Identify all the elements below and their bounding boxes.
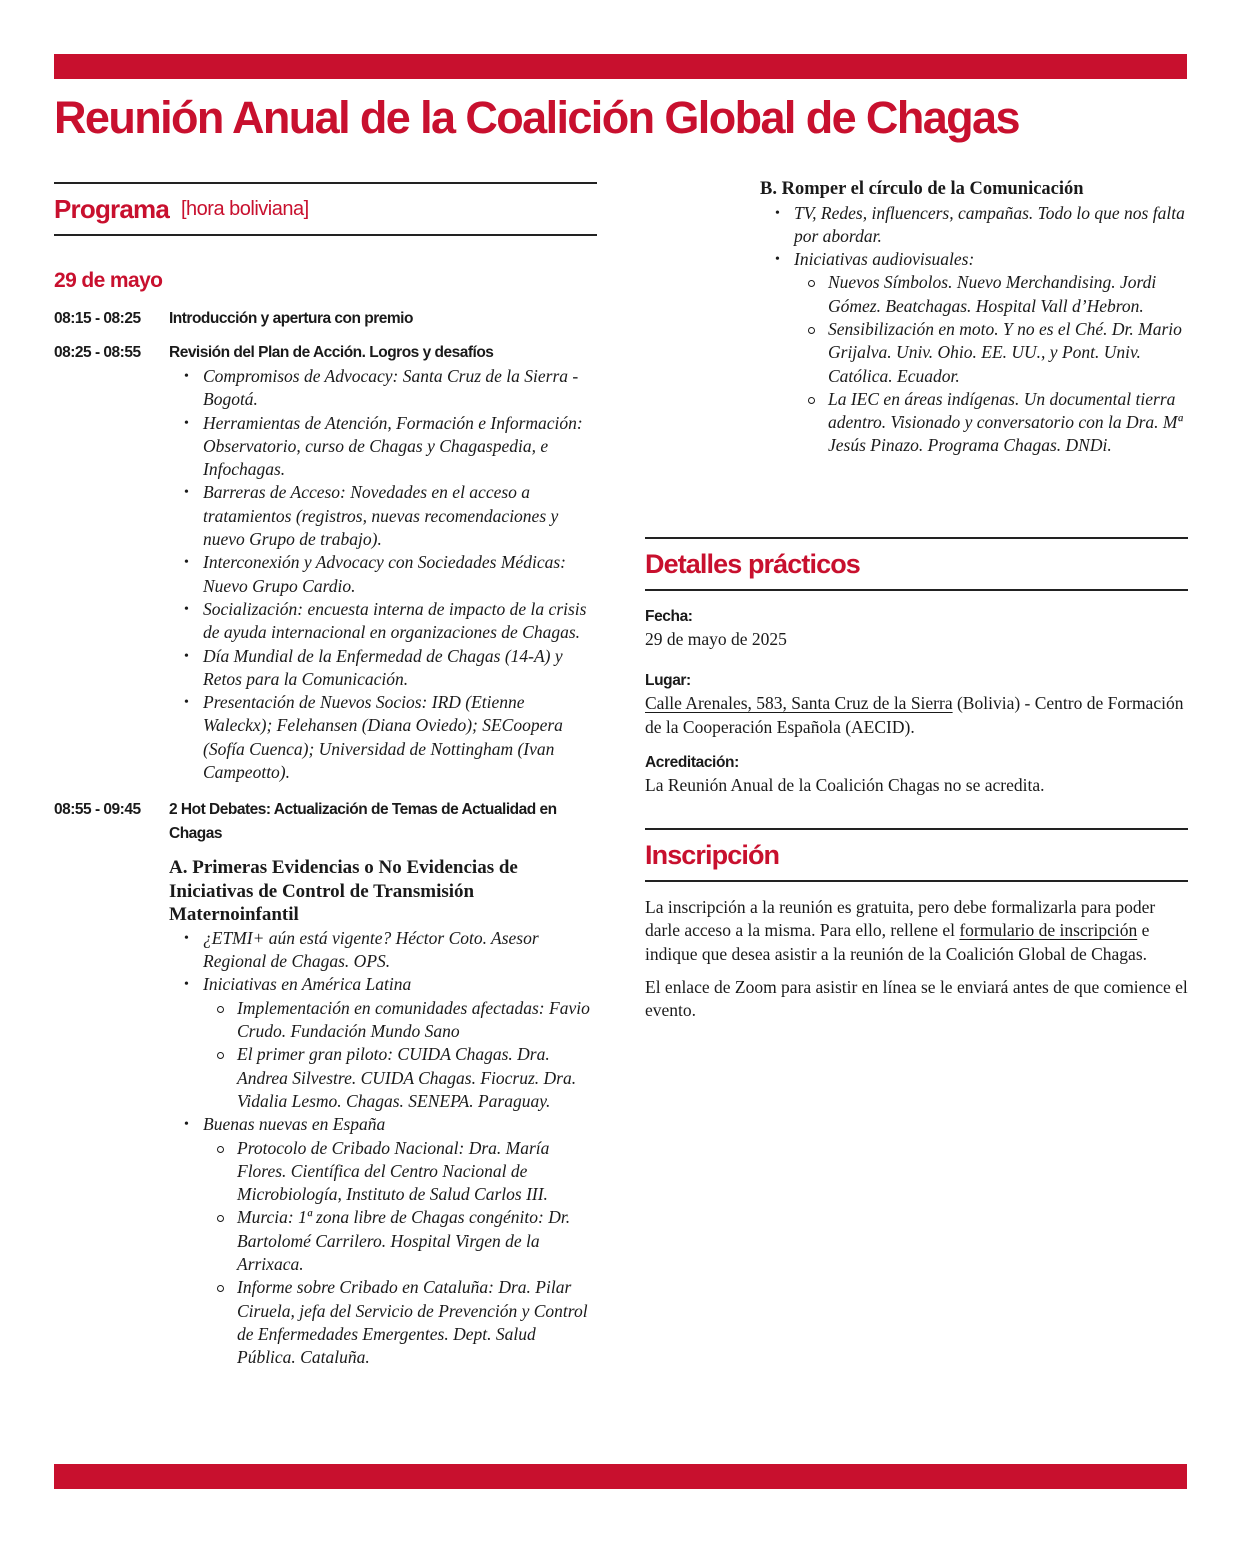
program-header bbox=[54, 184, 597, 234]
divider bbox=[645, 880, 1188, 882]
sublist bbox=[794, 271, 1188, 457]
place-value bbox=[645, 691, 1188, 739]
address-link[interactable]: Calle Arenales, 583, Santa Cruz de la Sierra bbox=[645, 693, 953, 713]
accreditation-value: La Reunión Anual de la Coalición Chagas no se acredita. bbox=[645, 775, 1045, 795]
top-brand-bar bbox=[54, 54, 1187, 79]
session-title: 2 Hot Debates: Actualización de Temas de Actualidad en Chagas bbox=[169, 801, 557, 843]
list-item bbox=[794, 248, 1188, 458]
page-title: Reunión Anual de la Coalición Global de Chagas bbox=[54, 92, 1019, 143]
debate-a-title: A. Primeras Evidencias o No Evidencias de Iniciativas de Control de Transmisión Maternoinfantil bbox=[169, 857, 518, 926]
sublist-item: La IEC en áreas indígenas. Un documental tierra adentro. Visionado y conversatorio con la Dra. Mª Jesús Pinazo. Programa Chagas. DNDi. bbox=[828, 388, 1188, 458]
session-title: Revisión del Plan de Acción. Logros y desafíos bbox=[169, 344, 494, 361]
sublist bbox=[203, 997, 597, 1113]
list-item: • Compromisos de Advocacy: Santa Cruz de la Sierra - Bogotá. bbox=[203, 365, 597, 412]
details-title: Detalles prácticos bbox=[645, 548, 860, 579]
debate-a-topics bbox=[169, 927, 597, 1370]
session bbox=[54, 341, 597, 784]
session-time: 08:25 - 08:55 bbox=[54, 344, 141, 361]
divider bbox=[54, 234, 597, 236]
session bbox=[54, 798, 597, 1369]
session-time: 08:15 - 08:25 bbox=[54, 310, 141, 327]
session-time: 08:55 - 09:45 bbox=[54, 801, 141, 819]
practical-details bbox=[645, 537, 1188, 797]
session-title: Introducción y apertura con premio bbox=[169, 310, 413, 327]
program-timezone: [hora boliviana] bbox=[180, 197, 309, 220]
registration bbox=[645, 828, 1188, 1022]
zoom-info-text: El enlace de Zoom para asistir en línea se le enviará antes de que comience el evento. bbox=[645, 976, 1188, 1021]
debate-b-topics bbox=[760, 202, 1188, 458]
sublist-item: El primer gran piloto: CUIDA Chagas. Dra. Andrea Silvestre. CUIDA Chagas. Fiocruz. Dra. Vidalia Lesmo. Chagas. SENEPA. Paraguay. bbox=[237, 1043, 597, 1113]
list-item-text: Buenas nuevas en España bbox=[203, 1114, 386, 1135]
list-item-text: Iniciativas en América Latina bbox=[203, 974, 412, 995]
list-item: • Día Mundial de la Enfermedad de Chagas (14-A) y Retos para la Comunicación. bbox=[203, 645, 597, 692]
list-item bbox=[203, 1113, 597, 1369]
program-title: Programa bbox=[54, 193, 169, 224]
place-label: Lugar: bbox=[645, 672, 691, 689]
place-description: (Bolivia) - Centro de Formación de la Cooperación Española (AECID). bbox=[645, 693, 1184, 737]
list-item: • Interconexión y Advocacy con Sociedades Médicas: Nuevo Grupo Cardio. bbox=[203, 551, 597, 598]
debate-b-title: B. Romper el círculo de la Comunicación bbox=[760, 179, 1084, 199]
sublist-item: Implementación en comunidades afectadas: Favio Crudo. Fundación Mundo Sano bbox=[237, 997, 597, 1044]
divider bbox=[645, 589, 1188, 591]
sublist-item: Informe sobre Cribado en Cataluña: Dra. Pilar Ciruela, jefa del Servicio de Prevención y Control de Enfermedades Emergentes. Dept. Salud Pública. Cataluña. bbox=[237, 1276, 597, 1369]
registration-text bbox=[645, 896, 1188, 966]
sublist-item: Protocolo de Cribado Nacional: Dra. María Flores. Científica del Centro Nacional de Microbiología, Instituto de Salud Carlos III. bbox=[237, 1137, 597, 1207]
registration-text-end: e indique que desea asistir a la reunión de la Coalición Global de Chagas. bbox=[645, 920, 1150, 964]
program-column bbox=[54, 182, 597, 1379]
sublist bbox=[203, 1137, 597, 1370]
list-item: • Barreras de Acceso: Novedades en el acceso a tratamientos (registros, nuevas recomendaciones y nuevo Grupo de trabajo). bbox=[203, 481, 597, 551]
list-item bbox=[203, 973, 597, 1113]
right-column bbox=[645, 178, 1188, 1021]
list-item: • TV, Redes, influencers, campañas. Todo lo que nos falta por abordar. bbox=[794, 202, 1188, 249]
list-item-text: Iniciativas audiovisuales: bbox=[794, 249, 975, 270]
list-item: • Presentación de Nuevos Socios: IRD (Etienne Waleckx); Felehansen (Diana Oviedo); SECoopera (Sofía Cuenca); Universidad de Nottingham (Ivan Campeotto). bbox=[203, 691, 597, 784]
program-day: 29 de mayo bbox=[54, 269, 163, 292]
registration-text-start: La inscripción a la reunión es gratuita, pero debe formalizarla para poder darle acceso a la misma. Para ello, rellene el bbox=[645, 897, 1156, 941]
session-topics bbox=[169, 365, 597, 784]
sublist-item: Sensibilización en moto. Y no es el Ché. Dr. Mario Grijalva. Univ. Ohio. EE. UU., y Pont. Univ. Católica. Ecuador. bbox=[828, 318, 1188, 388]
debate-b bbox=[645, 178, 1188, 458]
bottom-brand-bar bbox=[54, 1464, 1187, 1489]
date-value: 29 de mayo de 2025 bbox=[645, 629, 787, 649]
registration-title: Inscripción bbox=[645, 839, 780, 870]
date-label: Fecha: bbox=[645, 608, 693, 625]
session bbox=[54, 307, 597, 331]
list-item: • Socialización: encuesta interna de impacto de la crisis de ayuda internacional en organizaciones de Chagas. bbox=[203, 598, 597, 645]
registration-form-link[interactable]: formulario de inscripción bbox=[959, 920, 1138, 941]
accreditation-label: Acreditación: bbox=[645, 754, 739, 771]
sublist-item: Nuevos Símbolos. Nuevo Merchandising. Jordi Gómez. Beatchagas. Hospital Vall d’Hebron. bbox=[828, 271, 1188, 318]
list-item: • ¿ETMI+ aún está vigente? Héctor Coto. Asesor Regional de Chagas. OPS. bbox=[203, 927, 597, 974]
list-item: • Herramientas de Atención, Formación e Información: Observatorio, curso de Chagas y Chagaspedia, e Infochagas. bbox=[203, 412, 597, 482]
sublist-item: Murcia: 1ª zona libre de Chagas congénito: Dr. Bartolomé Carrilero. Hospital Virgen de la Arrixaca. bbox=[237, 1206, 597, 1276]
